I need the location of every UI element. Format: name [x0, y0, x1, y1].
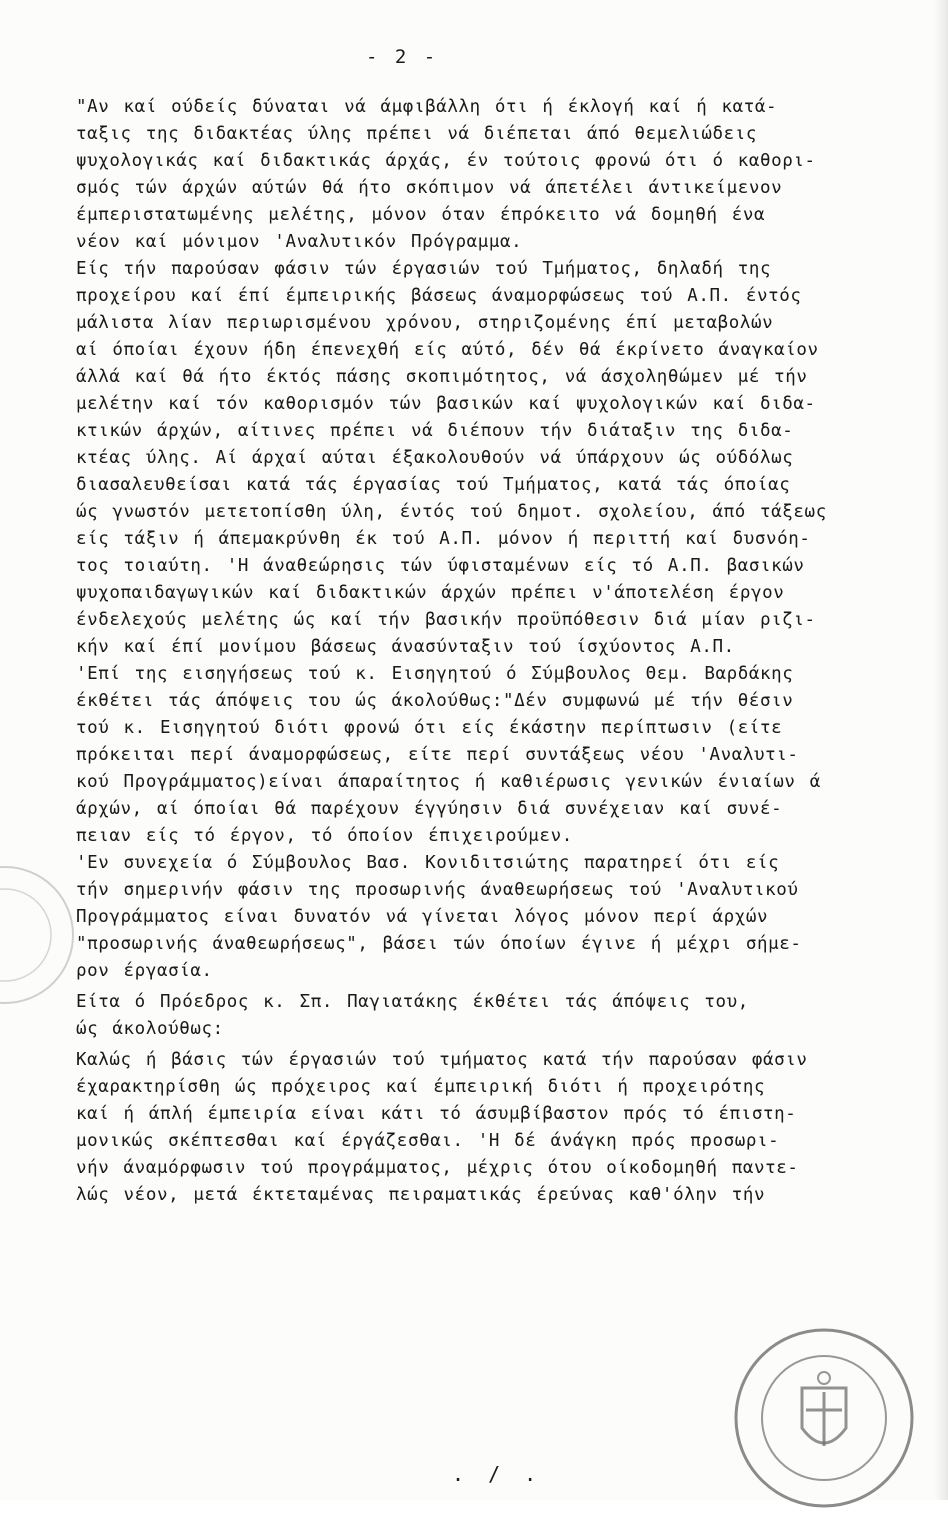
text-line: Είτα ό Πρόεδρος κ. Σπ. Παγιατάκης έκθέτει τάς άπόψεις του,	[76, 992, 749, 1012]
text-line: ρον έργασία.	[76, 961, 213, 981]
text-line: τού κ. Εισηγητού διότι φρονώ ότι είς έκάστην περίπτωσιν (είτε	[76, 718, 783, 738]
text-line: κτέας ύλης. Αί άρχαί αύται έξακολουθούν νά ύπάρχουν ώς ούδόλως	[76, 448, 794, 468]
text-line: κήν καί έπί μονίμου βάσεως άνασύνταξιν τού ίσχύοντος Α.Π.	[76, 637, 735, 657]
text-line: σμός τών άρχών αύτών θά ήτο σκόπιμον νά άπετέλει άντικείμενον	[76, 178, 783, 198]
text-line: μάλιστα λίαν περιωρισμένου χρόνου, στηριζομένης έπί μεταβολών	[76, 313, 774, 333]
text-line: προχείρου καί έπί έμπειρικής βάσεως άναμορφώσεως τού Α.Π. έντός	[76, 286, 802, 306]
text-line: διασαλευθείσαι κατά τάς έργασίας τού Τμήματος, κατά τάς όποίας	[76, 475, 791, 495]
text-line: κτικών άρχών, αίτινες πρέπει νά διέπουν τήν διάταξιν της διδα-	[76, 421, 794, 441]
faded-side-stamp	[0, 860, 80, 1010]
text-line: έμπεριστατωμένης μελέτης, μόνον όταν έπρόκειτο νά δομηθή ένα	[76, 205, 766, 225]
text-line: ώς άκολούθως:	[76, 1019, 224, 1039]
text-line: μονικώς σκέπτεσθαι καί έργάζεσθαι. 'Η δέ άνάγκη πρός προσωρι-	[76, 1131, 780, 1151]
text-line: "Αν καί ούδείς δύναται νά άμφιβάλλη ότι ή έκλογή καί ή κατά-	[76, 97, 778, 117]
text-line: λώς νέον, μετά έκτεταμένας πειραματικάς έρεύνας καθ'όλην τήν	[76, 1185, 766, 1205]
text-line: είς τάξιν ή άπεμακρύνθη έκ τού Α.Π. μόνον ή περιττή καί δυσνόη-	[76, 529, 811, 549]
text-line: ένδελεχούς μελέτης ώς καί τήν βασικήν προϋπόθεσιν διά μίαν ριζι-	[76, 610, 816, 630]
text-line: Είς τήν παρούσαν φάσιν τών έργασιών τού Τμήματος, δηλαδή της	[76, 259, 772, 279]
text-line: τος τοιαύτη. 'Η άναθεώρησις τών ύφισταμένων είς τό Α.Π. βασικών	[76, 556, 805, 576]
text-line: νέον καί μόνιμον 'Αναλυτικόν Πρόγραμμα.	[76, 232, 523, 252]
text-line: ταξις της διδακτέας ύλης πρέπει νά διέπεται άπό θεμελιώδεις	[76, 124, 758, 144]
text-line: Προγράμματος είναι δυνατόν νά γίνεται λόγος μόνον περί άρχών	[76, 907, 769, 927]
text-line: τήν σημερινήν φάσιν της προσωρινής άναθεωρήσεως τού 'Αναλυτικού	[76, 880, 799, 900]
text-line: μελέτην καί τόν καθορισμόν τών βασικών καί ψυχολογικών καί διδα-	[76, 394, 816, 414]
page-edge-shadow	[934, 0, 948, 1500]
text-line: ψυχολογικάς καί διδακτικάς άρχάς, έν τούτοις φρονώ ότι ό καθορι-	[76, 151, 816, 171]
text-line: νήν άναμόρφωσιν τού προγράμματος, μέχρις ότου οίκοδομηθή παντε-	[76, 1158, 799, 1178]
typewritten-text-block	[76, 94, 936, 1209]
page-number: - 2 -	[366, 46, 439, 68]
text-line: αί όποίαι έχουν ήδη έπενεχθή είς αύτό, δέν θά έκρίνετο άναγκαίον	[76, 340, 819, 360]
text-line: άρχών, αί όποίαι θά παρέχουν έγγύησιν διά συνέχειαν καί συνέ-	[76, 799, 783, 819]
text-line: "προσωρινής άναθεωρήσεως", βάσει τών όποίων έγινε ή μέχρι σήμε-	[76, 934, 802, 954]
text-line: 'Εν συνεχεία ό Σύμβουλος Βασ. Κονιδιτσιώτης παρατηρεί ότι είς	[76, 853, 780, 873]
continuation-mark: . / .	[452, 1462, 543, 1486]
text-line: έχαρακτηρίσθη ώς πρόχειρος καί έμπειρική διότι ή προχειρότης	[76, 1077, 766, 1097]
text-line: κού Προγράμματος)είναι άπαραίτητος ή καθιέρωσις γενικών ένιαίων ά	[76, 772, 821, 792]
text-line: έκθέτει τάς άπόψεις του ώς άκολούθως:"Δέν συμφωνώ μέ τήν θέσιν	[76, 691, 794, 711]
text-line: Καλώς ή βάσις τών έργασιών τού τμήματος κατά τήν παρούσαν φάσιν	[76, 1050, 808, 1070]
official-seal-stamp	[724, 1318, 924, 1518]
text-line: 'Επί της εισηγήσεως τού κ. Εισηγητού ό Σύμβουλος Θεμ. Βαρδάκης	[76, 664, 794, 684]
text-line: καί ή άπλή έμπειρία είναι κάτι τό άσυμβίβαστον πρός τό έπιστη-	[76, 1104, 797, 1124]
text-line: πρόκειται περί άναμορφώσεως, είτε περί συντάξεως νέου 'Αναλυτι-	[76, 745, 799, 765]
text-line: πειαν είς τό έργον, τό όποίον έπιχειρούμεν.	[76, 826, 573, 846]
text-line: ώς γνωστόν μετετοπίσθη ύλη, έντός τού δημοτ. σχολείου, άπό τάξεως	[76, 502, 827, 522]
text-line: ψυχοπαιδαγωγικών καί διδακτικών άρχών πρέπει ν'άποτελέση έργον	[76, 583, 785, 603]
text-line: άλλά καί θά ήτο έκτός πάσης σκοπιμότητος, νά άσχοληθώμεν μέ τήν	[76, 367, 808, 387]
